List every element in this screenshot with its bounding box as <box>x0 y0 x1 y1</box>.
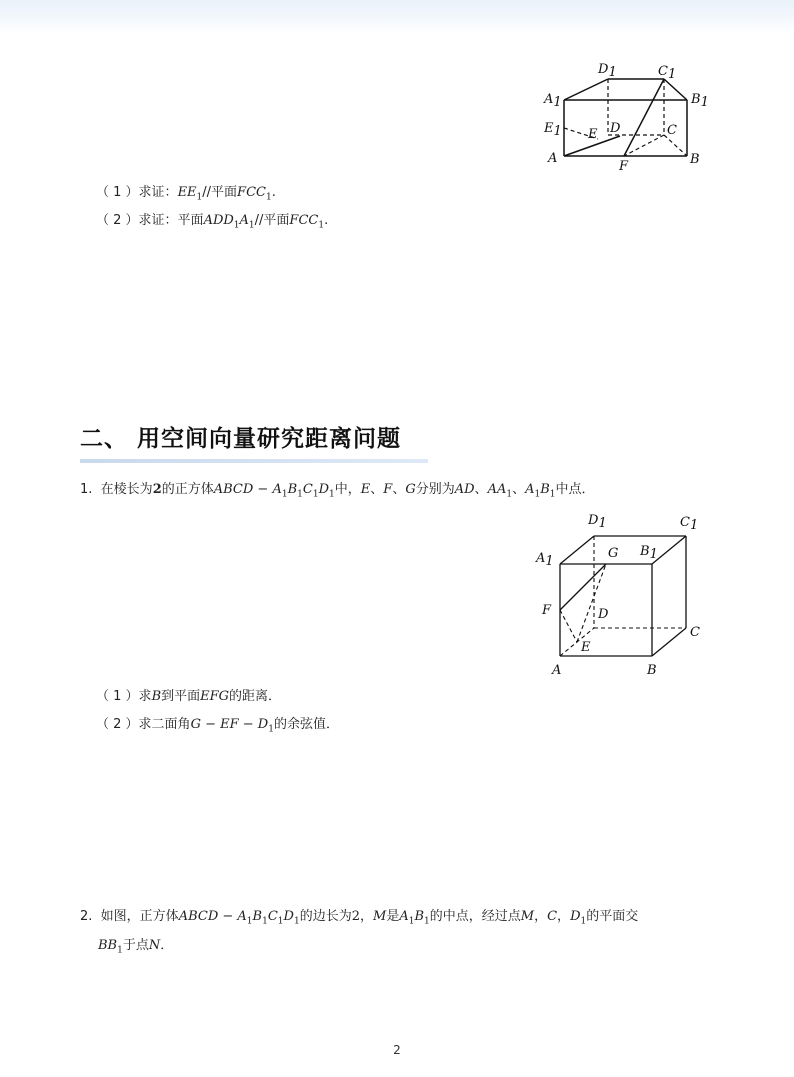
math-a1b1: $A_1B_1$ <box>399 909 430 927</box>
edge-c-b <box>664 135 687 156</box>
math-aa1: $AA_1$ <box>487 482 513 500</box>
math-bb1: $BB_1$ <box>98 938 123 956</box>
label-d1: D1 <box>588 513 607 531</box>
label-b: B <box>647 663 657 678</box>
math-2: 2 <box>152 482 162 497</box>
problem-number: 1. <box>80 482 93 497</box>
label-b1: B1 <box>691 92 709 110</box>
prism-figure <box>540 58 720 178</box>
problem2-statement-line1 <box>80 908 638 931</box>
label-c: C <box>667 123 677 138</box>
q-text: 的距离． <box>229 689 282 704</box>
problem2-statement-line2 <box>98 937 173 960</box>
problem1-question-1 <box>96 688 281 706</box>
math-cube: ABCD − $A_1B_1C_1D_1$ <box>178 909 300 927</box>
label-c1: C1 <box>680 515 699 533</box>
math-m: M <box>373 909 387 924</box>
math-e: E <box>360 482 371 497</box>
p-text: ， <box>557 909 571 924</box>
math-fcc1: $FCC_1$ <box>289 213 325 231</box>
math-g: G <box>405 482 416 497</box>
label-a1: A1 <box>544 92 562 110</box>
math-c: C <box>547 909 558 924</box>
cube-figure <box>530 508 720 683</box>
label-f: F <box>619 159 629 174</box>
label-a: A <box>548 151 558 166</box>
edge-a1-d1 <box>560 536 594 564</box>
p-text: ． <box>160 938 174 953</box>
label-g: G <box>608 546 619 561</box>
edge-b-c <box>652 628 686 656</box>
math-b: B <box>151 689 162 704</box>
problem1-statement <box>80 481 595 504</box>
label-f: F <box>542 603 552 618</box>
edge-c1-f <box>624 79 664 156</box>
label-d1: D1 <box>598 62 617 80</box>
math-ad: AD <box>454 482 475 497</box>
q-text: . <box>324 213 329 228</box>
label-b: B <box>690 152 700 167</box>
math-fcc1: $FCC_1$ <box>237 185 272 203</box>
q-text: 求证： <box>138 185 178 200</box>
p-text: 中， <box>334 482 361 497</box>
prism-diagram <box>540 58 720 178</box>
q-number: （ 1 ） <box>96 185 139 200</box>
math-a1b1: $A_1B_1$ <box>525 482 556 500</box>
math-m: M <box>520 909 535 924</box>
section-title: 二、 用空间向量研究距离问题 <box>80 426 402 452</box>
edge-a1-d1 <box>564 79 608 100</box>
p-text: ， <box>359 909 373 924</box>
p-text: 的边长为 <box>299 909 352 924</box>
math-g-ef-d1: G − EF − $D_1$ <box>190 717 274 735</box>
q-text: 求证：平面 <box>138 213 204 228</box>
math-add1a1: $ADD_1A_1$ <box>203 213 255 231</box>
p-text: 中点． <box>555 482 595 497</box>
edge-f-e <box>560 610 577 642</box>
page-header-band <box>0 0 794 34</box>
q-number: （ 2 ） <box>96 213 139 228</box>
q-text: 求 <box>138 689 152 704</box>
label-c: C <box>690 625 700 640</box>
p-text: 于点 <box>122 938 149 953</box>
label-a: A <box>552 663 562 678</box>
section-title-underline <box>80 459 428 463</box>
q-text: //平面 <box>254 213 290 228</box>
p-sep: 、 <box>512 482 526 497</box>
q-text: 求二面角 <box>138 717 191 732</box>
label-b1: B1 <box>640 544 658 562</box>
edge-f-g <box>560 564 606 610</box>
label-d: D <box>610 121 621 136</box>
p-sep: 、 <box>392 482 406 497</box>
q-text: 的余弦值． <box>273 717 339 732</box>
q-number: （ 1 ） <box>96 689 139 704</box>
math-efg: EFG <box>200 689 230 704</box>
math-n: N <box>148 938 161 953</box>
edge-c1-b1 <box>664 79 687 100</box>
p-sep: 、 <box>370 482 384 497</box>
p-text: 的平面交 <box>586 909 639 924</box>
math-f: F <box>383 482 393 497</box>
label-e: E <box>581 640 591 655</box>
p-text: 是 <box>386 909 400 924</box>
edge-e-g <box>577 564 606 642</box>
problem-number: 2. <box>80 909 93 924</box>
label-c1: C1 <box>658 64 677 82</box>
q-text: 到平面 <box>161 689 201 704</box>
label-a1: A1 <box>536 551 554 569</box>
label-e: E <box>588 127 598 142</box>
q-number: （ 2 ） <box>96 717 139 732</box>
math-cube: ABCD − $A_1B_1C_1D_1$ <box>213 482 335 500</box>
p-sep: 、 <box>474 482 488 497</box>
math-2: 2 <box>351 909 360 924</box>
part1-question-1 <box>96 184 276 207</box>
p-text: 如图，正方体 <box>100 909 179 924</box>
p-text: 的正方体 <box>161 482 214 497</box>
p-text: 在棱长为 <box>100 482 153 497</box>
part1-question-2 <box>96 212 328 235</box>
label-d: D <box>598 607 609 622</box>
cube-diagram <box>530 508 720 683</box>
label-e1: E1 <box>544 121 562 139</box>
q-text: //平面 <box>202 185 238 200</box>
p-text: 分别为 <box>415 482 455 497</box>
q-text: . <box>271 185 276 200</box>
p-text: 的中点，经过点 <box>429 909 521 924</box>
math-d1: $D_1$ <box>570 909 587 927</box>
cube-solid-edges <box>560 536 686 656</box>
math-ee1: $EE_1$ <box>177 185 203 203</box>
cube-hidden-edges <box>560 536 686 656</box>
problem1-question-2 <box>96 716 339 739</box>
prism-solid-edges <box>564 79 687 156</box>
p-text: ， <box>534 909 548 924</box>
page-number: 2 <box>393 1043 401 1057</box>
